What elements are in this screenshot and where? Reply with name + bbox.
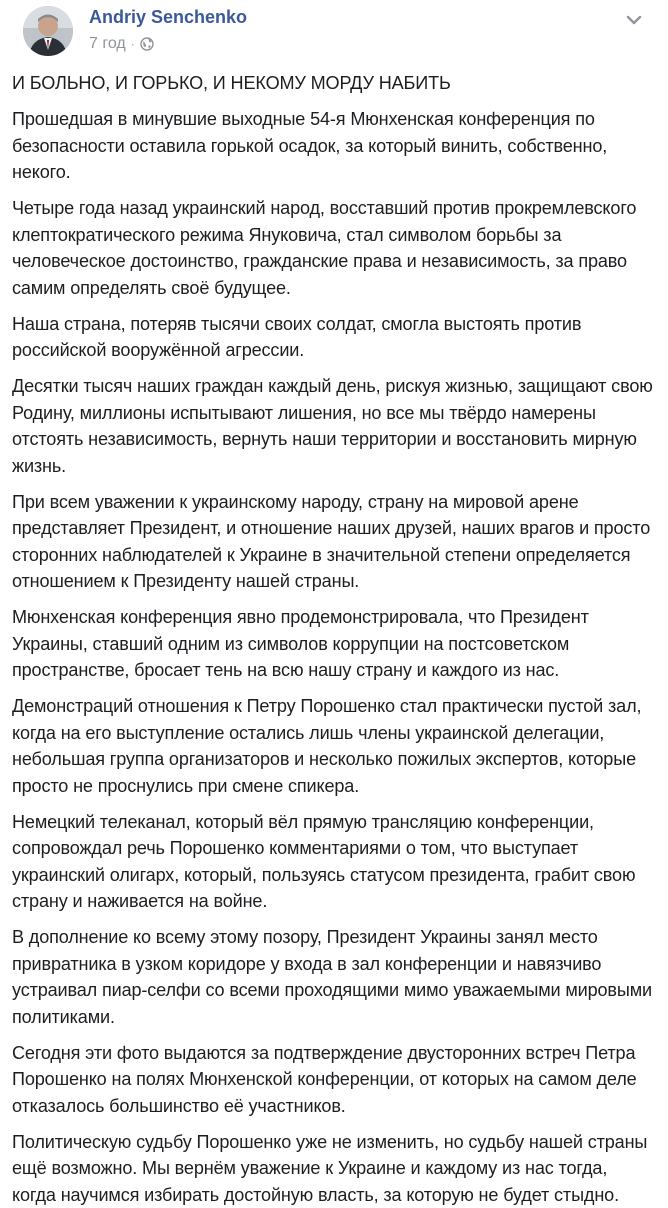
- paragraph: Мюнхенская конференция явно продемонстрировала, что Президент Украины, ставший одним из символов коррупции на постсоветском пространстве, бросает тень на всю нашу страну и каждого из нас.: [12, 604, 654, 684]
- paragraph: Политическую судьбу Порошенко уже не изменить, но судьбу нашей страны ещё возможно. Мы вернём уважение к Украине и каждому из нас тогда, когда научимся избирать достойную власть, за которую не будет стыдно.: [12, 1129, 654, 1208]
- meta-separator: ·: [131, 37, 135, 51]
- paragraph: Четыре года назад украинский народ, восставший против прокремлевского клептократического режима Януковича, стал символом борьбы за человеческое достоинство, гражданские права и независимость, за право самим определять своё будущее.: [12, 195, 654, 301]
- profile-photo: [23, 6, 73, 56]
- post-title: И БОЛЬНО, И ГОРЬКО, И НЕКОМУ МОРДУ НАБИТЬ: [12, 70, 654, 97]
- chevron-down-icon[interactable]: [620, 10, 648, 30]
- author-name[interactable]: Andriy Senchenko: [89, 7, 247, 28]
- paragraph: Немецкий телеканал, который вёл прямую трансляцию конференции, сопровождал речь Порошенко комментариями о том, что выступает украинский олигарх, который, пользуясь статусом президента, грабит свою страну и наживается на войне.: [12, 809, 654, 915]
- globe-icon[interactable]: [140, 37, 154, 51]
- post-header: [12, 0, 654, 70]
- paragraph: Десятки тысяч наших граждан каждый день, рискуя жизнью, защищают свою Родину, миллионы испытывают лишения, но все мы твёрдо намерены отстоять независимость, вернуть наши территории и восстановить мирную жизнь.: [12, 373, 654, 479]
- paragraph: Демонстраций отношения к Петру Порошенко стал практически пустой зал, когда на его выступление остались лишь члены украинской делегации, небольшая группа организаторов и несколько пожилых экспертов, которые просто не проснулись при смене спикера.: [12, 693, 654, 799]
- paragraph: Сегодня эти фото выдаются за подтверждение двусторонних встреч Петра Порошенко на полях Мюнхенской конференции, от которых на самом деле отказалось большинство её участников.: [12, 1040, 654, 1120]
- avatar[interactable]: [23, 6, 73, 56]
- post-meta: [89, 35, 154, 53]
- post-body: [12, 70, 654, 1208]
- paragraph: В дополнение ко всему этому позору, Президент Украины занял место привратника в узком коридоре у входа в зал конференции и навязчиво устраивал пиар-селфи со всеми проходящими мимо уважаемыми мировыми политиками.: [12, 924, 654, 1030]
- post-time[interactable]: 7 год: [89, 35, 126, 53]
- paragraph: При всем уважении к украинскому народу, страну на мировой арене представляет Президент, и отношение наших друзей, наших врагов и просто сторонних наблюдателей к Украине в значительной степени определяется отношением к Президенту нашей страны.: [12, 489, 654, 595]
- paragraph: Прошедшая в минувшие выходные 54-я Мюнхенская конференция по безопасности оставила горькой осадок, за который винить, собственно, некого.: [12, 106, 654, 186]
- paragraph: Наша страна, потеряв тысячи своих солдат, смогла выстоять против российской вооружённой агрессии.: [12, 311, 654, 364]
